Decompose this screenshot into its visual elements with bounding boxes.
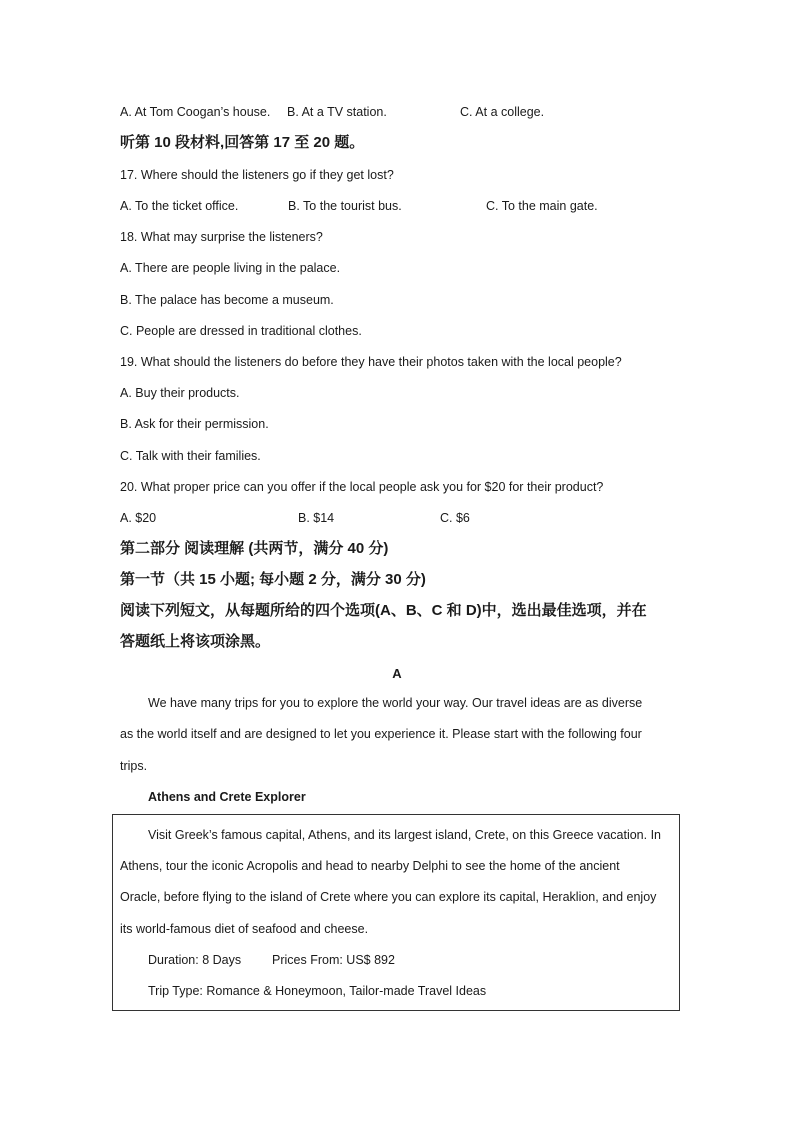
trip-duration: Duration: 8 Days [148,953,242,967]
trip-type: Trip Type: Romance & Honeymoon, Tailor-made Travel Ideas [148,984,487,998]
q16-option-a: A. At Tom Coogan’s house. [120,105,271,119]
instructions-line-1: 阅读下列短文，从每题所给的四个选项(A、B、C 和 D)中，选出最佳选项，并在 [120,602,647,619]
intro-line: as the world itself and are designed to let you experience it. Please start with the following four [120,727,642,741]
section1-heading: 第一节（共 15 小题; 每小题 2 分，满分 30 分) [120,571,426,588]
q19-option-a: A. Buy their products. [120,386,240,400]
q17-option-b: B. To the tourist bus. [288,199,402,213]
q18-option-a: A. There are people living in the palace. [120,261,341,275]
trip-price: Prices From: US$ 892 [272,953,395,967]
section10-heading: 听第 10 段材料,回答第 17 至 20 题。 [120,134,365,151]
q18-question: 18. What may surprise the listeners? [120,230,323,244]
intro-line: trips. [120,759,148,773]
q16-option-b: B. At a TV station. [287,105,387,119]
q20-question: 20. What proper price can you offer if the local people ask you for $20 for their product? [120,480,604,494]
trip-description-line: Oracle, before flying to the island of Crete where you can explore its capital, Heraklion, and enjoy [120,890,657,904]
trip-title: Athens and Crete Explorer [148,790,306,804]
q19-question: 19. What should the listeners do before they have their photos taken with the local people? [120,355,622,369]
instructions-line-2: 答题纸上将该项涂黑。 [120,633,271,650]
q17-option-a: A. To the ticket office. [120,199,239,213]
q20-option-b: B. $14 [298,511,335,525]
trip-description-line: Visit Greek’s famous capital, Athens, and its largest island, Crete, on this Greece vacation. In [148,828,661,842]
q17-option-c: C. To the main gate. [486,199,598,213]
q20-option-a: A. $20 [120,511,157,525]
trip-description-line: Athens, tour the iconic Acropolis and head to nearby Delphi to see the home of the ancient [120,859,620,873]
q20-option-c: C. $6 [440,511,470,525]
trip-info-box [112,814,680,1011]
q17-question: 17. Where should the listeners go if they get lost? [120,168,394,182]
trip-description-line: its world-famous diet of seafood and cheese. [120,922,369,936]
q19-option-b: B. Ask for their permission. [120,417,269,431]
q16-option-c: C. At a college. [460,105,545,119]
q18-option-c: C. People are dressed in traditional clothes. [120,324,362,338]
q19-option-c: C. Talk with their families. [120,449,261,463]
intro-line: We have many trips for you to explore the world your way. Our travel ideas are as diverse [148,696,643,710]
part2-heading: 第二部分 阅读理解 (共两节，满分 40 分) [120,540,389,557]
passage-label: A [392,666,402,681]
q18-option-b: B. The palace has become a museum. [120,293,334,307]
